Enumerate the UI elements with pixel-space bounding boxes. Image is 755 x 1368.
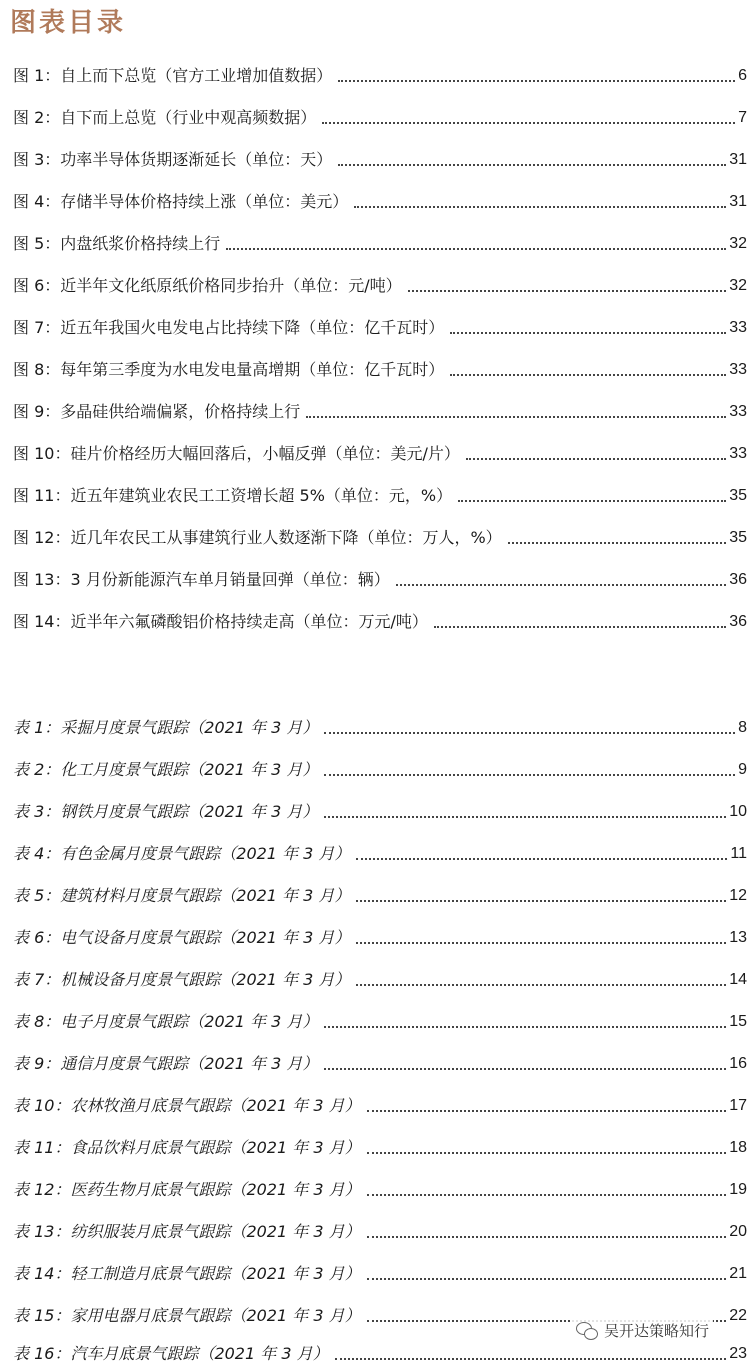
figure-entry[interactable]: [13, 228, 747, 254]
figure-entry[interactable]: [13, 270, 747, 296]
page-number: 13: [729, 929, 747, 946]
page-number: 20: [729, 1223, 747, 1240]
page-number: 36: [729, 571, 747, 588]
dot-leader: [508, 542, 727, 544]
figure-entry[interactable]: [13, 354, 747, 380]
table-entry[interactable]: [13, 964, 747, 990]
page-number: 32: [729, 277, 747, 294]
page-number: 33: [729, 361, 747, 378]
entry-label: 图 1：自上而下总览（官方工业增加值数据）: [13, 66, 333, 85]
page-number: 21: [729, 1265, 747, 1282]
entry-label: 表 5：建筑材料月度景气跟踪（2021 年 3 月）: [13, 886, 351, 905]
toc-heading: 图表目录: [10, 8, 127, 38]
dot-leader: [367, 1152, 727, 1154]
page-number: 36: [729, 613, 747, 630]
dot-leader: [434, 626, 726, 628]
page-number: 8: [738, 719, 747, 736]
dot-leader: [367, 1194, 727, 1196]
dot-leader: [367, 1236, 727, 1238]
wechat-icon: [576, 1322, 598, 1340]
page-number: 35: [729, 529, 747, 546]
entry-label: 图 12：近几年农民工从事建筑行业人数逐渐下降（单位：万人，%）: [13, 528, 502, 547]
table-entry[interactable]: [13, 712, 747, 738]
figure-entry[interactable]: [13, 102, 747, 128]
page-number: 17: [729, 1097, 747, 1114]
page-number: 32: [729, 235, 747, 252]
entry-label: 表 6：电气设备月度景气跟踪（2021 年 3 月）: [13, 928, 351, 947]
page-number: 33: [729, 403, 747, 420]
entry-label: 表 4：有色金属月度景气跟踪（2021 年 3 月）: [13, 844, 351, 863]
table-entry[interactable]: [13, 1174, 747, 1200]
table-entry[interactable]: [13, 1048, 747, 1074]
dot-leader: [450, 332, 726, 334]
entry-label: 表 8：电子月度景气跟踪（2021 年 3 月）: [13, 1012, 319, 1031]
entry-label: 图 4：存储半导体价格持续上涨（单位：美元）: [13, 192, 349, 211]
figure-entry[interactable]: [13, 144, 747, 170]
page-number: 31: [729, 193, 747, 210]
figure-entry[interactable]: [13, 312, 747, 338]
dot-leader: [335, 1358, 727, 1360]
dot-leader: [338, 80, 735, 82]
page-number: 15: [729, 1013, 747, 1030]
dot-leader: [306, 416, 726, 418]
figure-entry[interactable]: [13, 186, 747, 212]
entry-label: 表 14：轻工制造月底景气跟踪（2021 年 3 月）: [13, 1264, 361, 1283]
page-number: 11: [730, 845, 747, 862]
entry-label: 图 14：近半年六氟磷酸铝价格持续走高（单位：万元/吨）: [13, 612, 428, 631]
figure-entry[interactable]: [13, 60, 747, 86]
table-entry[interactable]: [13, 1258, 747, 1284]
entry-label: 图 11：近五年建筑业农民工工资增长超 5%（单位：元，%）: [13, 486, 453, 505]
table-entry[interactable]: [13, 838, 747, 864]
page-number: 9: [738, 761, 747, 778]
page-number: 18: [729, 1139, 747, 1156]
entry-label: 表 11：食品饮料月底景气跟踪（2021 年 3 月）: [13, 1138, 361, 1157]
entry-label: 表 12：医药生物月底景气跟踪（2021 年 3 月）: [13, 1180, 361, 1199]
page-number: 16: [729, 1055, 747, 1072]
page-number: 10: [729, 803, 747, 820]
entry-label: 图 2：自下而上总览（行业中观高频数据）: [13, 108, 317, 127]
entry-label: 表 7：机械设备月度景气跟踪（2021 年 3 月）: [13, 970, 351, 989]
page-number: 33: [729, 445, 747, 462]
dot-leader: [367, 1278, 727, 1280]
entry-label: 表 15：家用电器月底景气跟踪（2021 年 3 月）: [13, 1306, 361, 1325]
dot-leader: [356, 984, 726, 986]
dot-leader: [354, 206, 726, 208]
entry-label: 图 9：多晶硅供给端偏紧，价格持续上行: [13, 402, 301, 421]
dot-leader: [226, 248, 726, 250]
entry-label: 图 10：硅片价格经历大幅回落后，小幅反弹（单位：美元/片）: [13, 444, 460, 463]
table-entry[interactable]: [13, 754, 747, 780]
entry-label: 图 13：3 月份新能源汽车单月销量回弹（单位：辆）: [13, 570, 390, 589]
dot-leader: [408, 290, 727, 292]
dot-leader: [322, 122, 735, 124]
dot-leader: [324, 774, 735, 776]
dot-leader: [466, 458, 726, 460]
entry-label: 表 16：汽车月底景气跟踪（2021 年 3 月）: [13, 1344, 329, 1363]
figure-entry[interactable]: [13, 480, 747, 506]
dot-leader: [324, 816, 726, 818]
dot-leader: [356, 942, 726, 944]
figure-entry[interactable]: [13, 438, 747, 464]
dot-leader: [324, 1026, 726, 1028]
table-entry[interactable]: [13, 1132, 747, 1158]
dot-leader: [338, 164, 726, 166]
watermark: [572, 1318, 713, 1343]
dot-leader: [458, 500, 726, 502]
dot-leader: [356, 900, 726, 902]
page-number: 22: [729, 1307, 747, 1324]
entry-label: 图 8：每年第三季度为水电发电量高增期（单位：亿千瓦时）: [13, 360, 445, 379]
dot-leader: [324, 732, 735, 734]
page-number: 31: [729, 151, 747, 168]
table-entry[interactable]: [13, 922, 747, 948]
entry-label: 表 3：钢铁月度景气跟踪（2021 年 3 月）: [13, 802, 319, 821]
page-number: 12: [729, 887, 747, 904]
table-entry[interactable]: [13, 1216, 747, 1242]
page-number: 6: [738, 67, 747, 84]
entry-label: 表 10：农林牧渔月底景气跟踪（2021 年 3 月）: [13, 1096, 361, 1115]
table-entry[interactable]: [13, 1090, 747, 1116]
figure-entry[interactable]: [13, 522, 747, 548]
figure-entry[interactable]: [13, 396, 747, 422]
page-number: 35: [729, 487, 747, 504]
entry-label: 表 1：采掘月度景气跟踪（2021 年 3 月）: [13, 718, 319, 737]
dot-leader: [324, 1068, 726, 1070]
watermark-text: 吴开达策略知行: [604, 1322, 710, 1340]
figure-entry[interactable]: [13, 564, 747, 590]
table-entry[interactable]: [13, 880, 747, 906]
entry-label: 表 13：纺织服装月底景气跟踪（2021 年 3 月）: [13, 1222, 361, 1241]
dot-leader: [450, 374, 726, 376]
page-number: 19: [729, 1181, 747, 1198]
dot-leader: [396, 584, 726, 586]
dot-leader: [367, 1110, 727, 1112]
entry-label: 图 5：内盘纸浆价格持续上行: [13, 234, 221, 253]
dot-leader: [356, 858, 727, 860]
page-number: 7: [738, 109, 747, 126]
entry-label: 图 7：近五年我国火电发电占比持续下降（单位：亿千瓦时）: [13, 318, 445, 337]
entry-label: 表 2：化工月度景气跟踪（2021 年 3 月）: [13, 760, 319, 779]
entry-label: 图 6：近半年文化纸原纸价格同步抬升（单位：元/吨）: [13, 276, 402, 295]
page-number: 23: [729, 1345, 747, 1362]
entry-label: 表 9：通信月度景气跟踪（2021 年 3 月）: [13, 1054, 319, 1073]
page-number: 14: [729, 971, 747, 988]
table-entry[interactable]: [13, 1006, 747, 1032]
figure-entry[interactable]: [13, 606, 747, 632]
table-entry[interactable]: [13, 796, 747, 822]
page-number: 33: [729, 319, 747, 336]
entry-label: 图 3：功率半导体货期逐渐延长（单位：天）: [13, 150, 333, 169]
